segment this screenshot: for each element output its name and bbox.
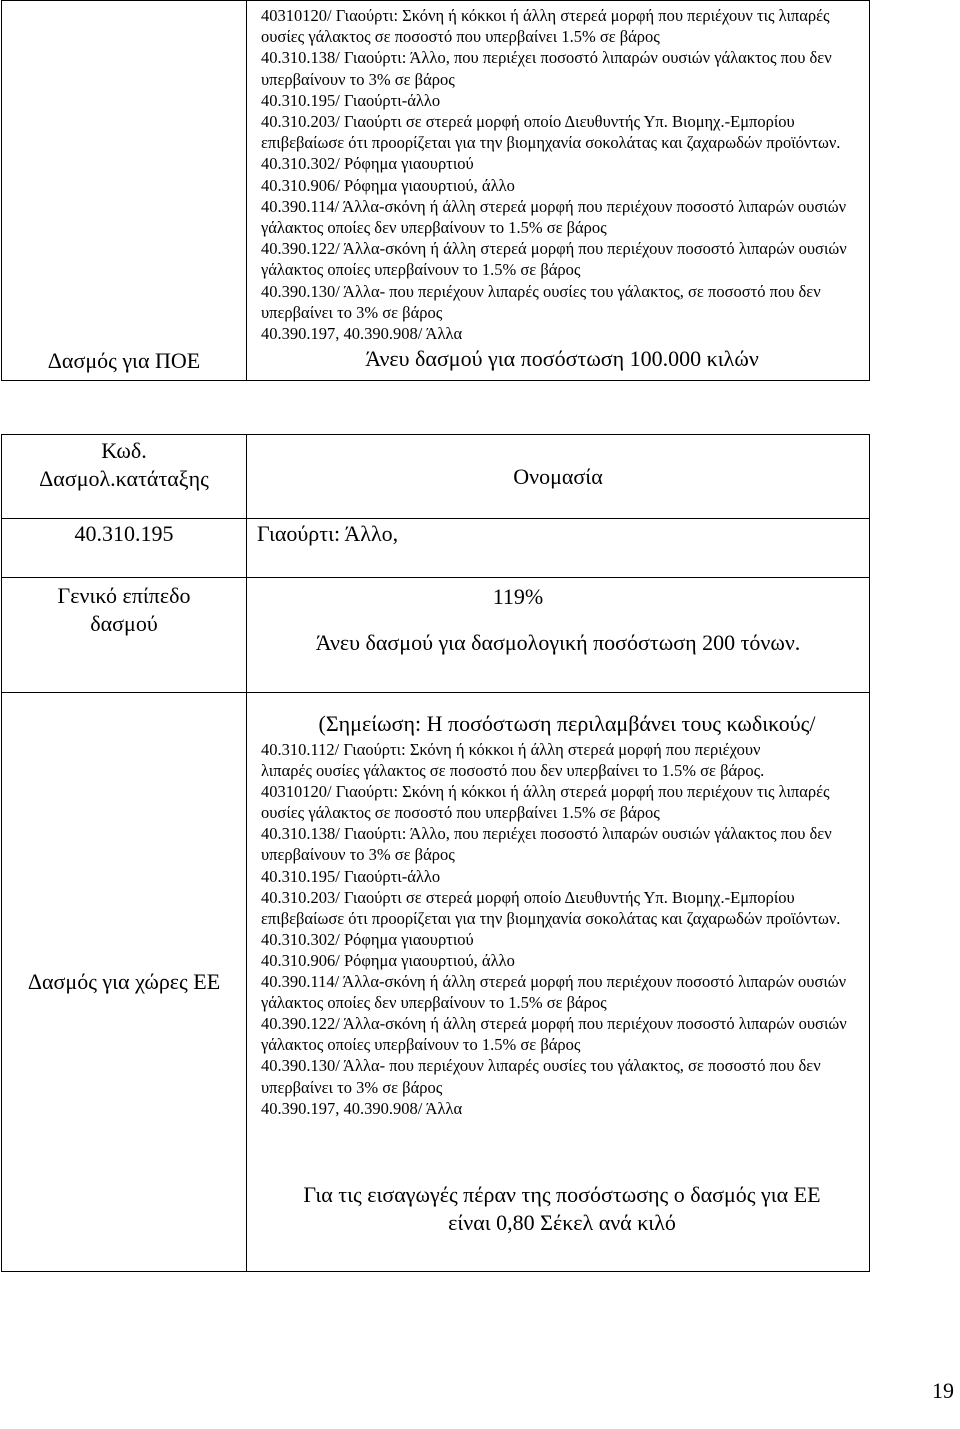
code-entry: 40.310.112/ Γιαούρτι: Σκόνη ή κόκκοι ή άλλη στερεά μορφή που περιέχουν [261, 740, 761, 759]
general-duty-content [247, 578, 870, 693]
wto-duty-label-text: Δασμός για ΠΟΕ [47, 348, 201, 374]
wto-duty-table [1, 0, 870, 381]
wto-code-list [261, 5, 863, 344]
general-duty-label-line2: δασμού [90, 611, 158, 636]
eu-duty-label: Δασμός για χώρες ΕΕ [2, 693, 247, 1272]
over-quota-duty-text [261, 1119, 863, 1271]
code-header-line2: Δασμολ.κατάταξης [39, 466, 209, 491]
code-entry: 40.390.114/ Άλλα-σκόνη ή άλλη στερεά μορφή που περιέχουν ποσοστό λιπαρών ουσιών γάλακτος οποίες δεν υπερβαίνουν το 1.5% σε βάρος [261, 972, 847, 1013]
code-entry: 40.390.114/ Άλλα-σκόνη ή άλλη στερεά μορφή που περιέχουν ποσοστό λιπαρών ουσιών γάλακτος οποίες δεν υπερβαίνουν το 1.5% σε βάρος [261, 196, 847, 238]
over-quota-line1: Για τις εισαγωγές πέραν της ποσόστωσης ο δασμός για ΕΕ [303, 1181, 821, 1207]
quota-note: (Σημείωση: Η ποσόστωση περιλαμβάνει τους κωδικούς/ [318, 711, 816, 736]
code-entry: 40.310.138/ Γιαούρτι: Άλλο, που περιέχει ποσοστό λιπαρών ουσιών γάλακτος που δεν υπερβαίνουν το 3% σε βάρος [261, 48, 832, 89]
code-entry: 40.310.302/ Ρόφημα γιαουρτιού [261, 154, 474, 174]
code-entry: 40.310.203/ Γιαούρτι σε στερεά μορφή οποίο Διευθυντής Υπ. Βιομηχ.-Εμπορίου επιβεβαίωσε ότι προορίζεται για την βιομηχανία σοκολάτας και ζαχαρωδών προϊόντων. [261, 887, 841, 928]
code-entry: 40.390.130/ Άλλα- που περιέχουν λιπαρές ουσίες του γάλακτος, σε ποσοστό που δεν υπερβαίνει το 3% σε βάρος [261, 281, 821, 322]
product-name: Γιαούρτι: Άλλο, [247, 519, 870, 578]
code-entry: 40.390.122/ Άλλα-σκόνη ή άλλη στερεά μορφή που περιέχουν ποσοστό λιπαρών ουσιών γάλακτος οποίες υπερβαίνουν το 1.5% σε βάρος [261, 239, 847, 280]
tariff-code: 40.310.195 [2, 519, 247, 578]
eu-quota-duty-free-text: Άνευ δασμού για δασμολογική ποσόστωση 200 τόνων. [315, 630, 801, 655]
code-column-header [2, 435, 247, 519]
code-entry: 40.390.197, 40.390.908/ Άλλα [261, 324, 463, 344]
wto-duty-label [2, 1, 247, 381]
wto-duty-content [247, 1, 870, 381]
code-entry: 40.390.130/ Άλλα- που περιέχουν λιπαρές ουσίες του γάλακτος, σε ποσοστό που δεν υπερβαίνει το 3% σε βάρος [261, 1056, 821, 1097]
page-number: 19 [932, 1378, 954, 1403]
eu-duty-content [247, 693, 870, 1272]
code-entry: 40.310.203/ Γιαούρτι σε στερεά μορφή οποίο Διευθυντής Υπ. Βιομηχ.-Εμπορίου επιβεβαίωσε ότι προορίζεται για την βιομηχανία σοκολάτας και ζαχαρωδών προϊόντων. [261, 112, 841, 153]
general-duty-label [2, 578, 247, 693]
eu-duty-table [1, 434, 870, 1272]
code-entry: 40.310.195/ Γιαούρτι-άλλο [261, 866, 441, 886]
code-entry: 40.310.302/ Ρόφημα γιαουρτιού [261, 929, 474, 949]
over-quota-line2: είναι 0,80 Σέκελ ανά κιλό [448, 1209, 676, 1235]
code-entry: 40.310.138/ Γιαούρτι: Άλλο, που περιέχει ποσοστό λιπαρών ουσιών γάλακτος που δεν υπερβαίνουν το 3% σε βάρος [261, 824, 832, 865]
general-duty-rate: 119% [492, 584, 544, 609]
code-entry: 40.390.122/ Άλλα-σκόνη ή άλλη στερεά μορφή που περιέχουν ποσοστό λιπαρών ουσιών γάλακτος οποίες υπερβαίνουν το 1.5% σε βάρος [261, 1014, 847, 1055]
code-entry: 40.310.906/ Ρόφημα γιαουρτιού, άλλο [261, 950, 515, 970]
code-entry: 40.310.906/ Ρόφημα γιαουρτιού, άλλο [261, 175, 515, 195]
code-header-line1: Κωδ. [101, 438, 147, 463]
general-duty-label-line1: Γενικό επίπεδο [57, 583, 191, 608]
code-entry: 40.310.195/ Γιαούρτι-άλλο [261, 90, 441, 110]
code-entry: 40.390.197, 40.390.908/ Άλλα [261, 1098, 463, 1118]
name-column-header: Ονομασία [247, 435, 870, 519]
wto-duty-free-text: Άνευ δασμού για ποσόστωση 100.000 κιλών [365, 346, 759, 372]
code-entry: 40310120/ Γιαούρτι: Σκόνη ή κόκκοι ή άλλη στερεά μορφή που περιέχουν τις λιπαρές ουσίες γάλακτος σε ποσοστό που υπερβαίνει 1.5% σε βάρος [261, 782, 830, 823]
eu-code-list [261, 739, 863, 1119]
code-entry: 40310120/ Γιαούρτι: Σκόνη ή κόκκοι ή άλλη στερεά μορφή που περιέχουν τις λιπαρές ουσίες γάλακτος σε ποσοστό που υπερβαίνει 1.5% σε βάρος [261, 6, 830, 47]
code-entry: λιπαρές ουσίες γάλακτος σε ποσοστό που δεν υπερβαίνει το 1.5% σε βάρος. [261, 761, 765, 781]
